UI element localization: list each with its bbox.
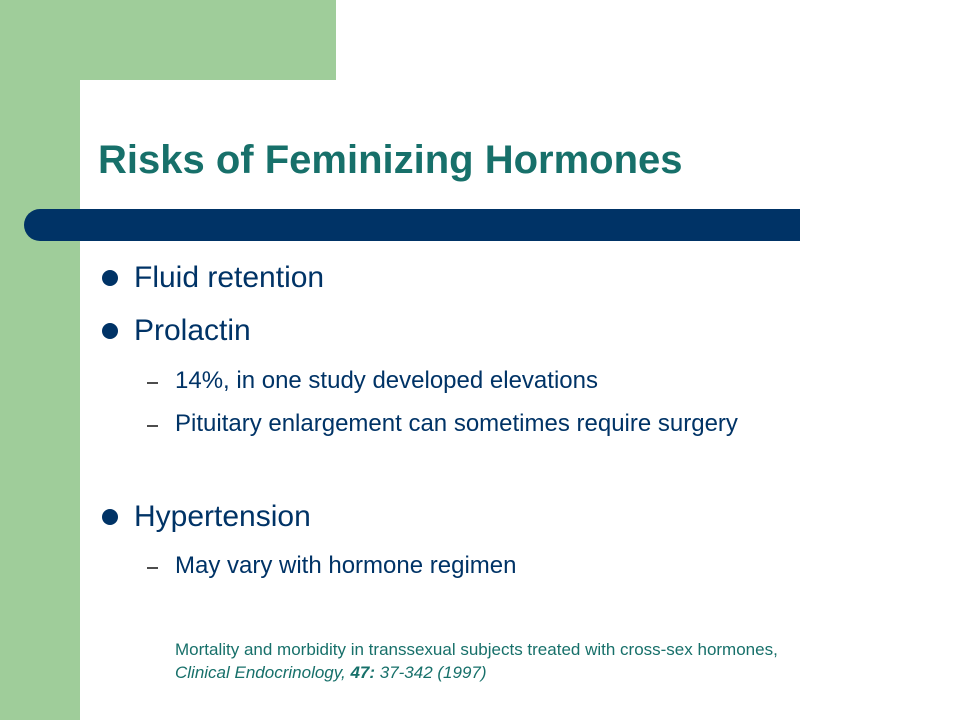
bullet-dot-icon: [102, 509, 118, 525]
citation-journal: Clinical Endocrinology,: [175, 663, 351, 682]
bullet-item: Hypertension: [134, 500, 311, 533]
citation: [175, 638, 815, 684]
bullet-dot-icon: [102, 270, 118, 286]
sub-bullet-item: May vary with hormone regimen: [175, 552, 517, 579]
sub-bullet-item: 14%, in one study developed elevations: [175, 367, 598, 394]
bullet-item: Prolactin: [134, 314, 251, 347]
bullet-item: Fluid retention: [134, 261, 325, 294]
citation-text: Mortality and morbidity in transsexual subjects treated with cross-sex hormones,: [175, 640, 778, 659]
bullet-dot-icon: [102, 323, 118, 339]
slide-title: Risks of Feminizing Hormones: [98, 138, 683, 182]
citation-volume: 47:: [350, 663, 376, 682]
sub-bullet-item: Pituitary enlargement can sometimes require surgery: [175, 410, 738, 437]
sub-bullet-dash-icon: [147, 425, 158, 427]
citation-pages: 37-342 (1997): [375, 663, 487, 682]
sub-bullet-dash-icon: [147, 567, 158, 569]
sub-bullet-dash-icon: [147, 382, 158, 384]
